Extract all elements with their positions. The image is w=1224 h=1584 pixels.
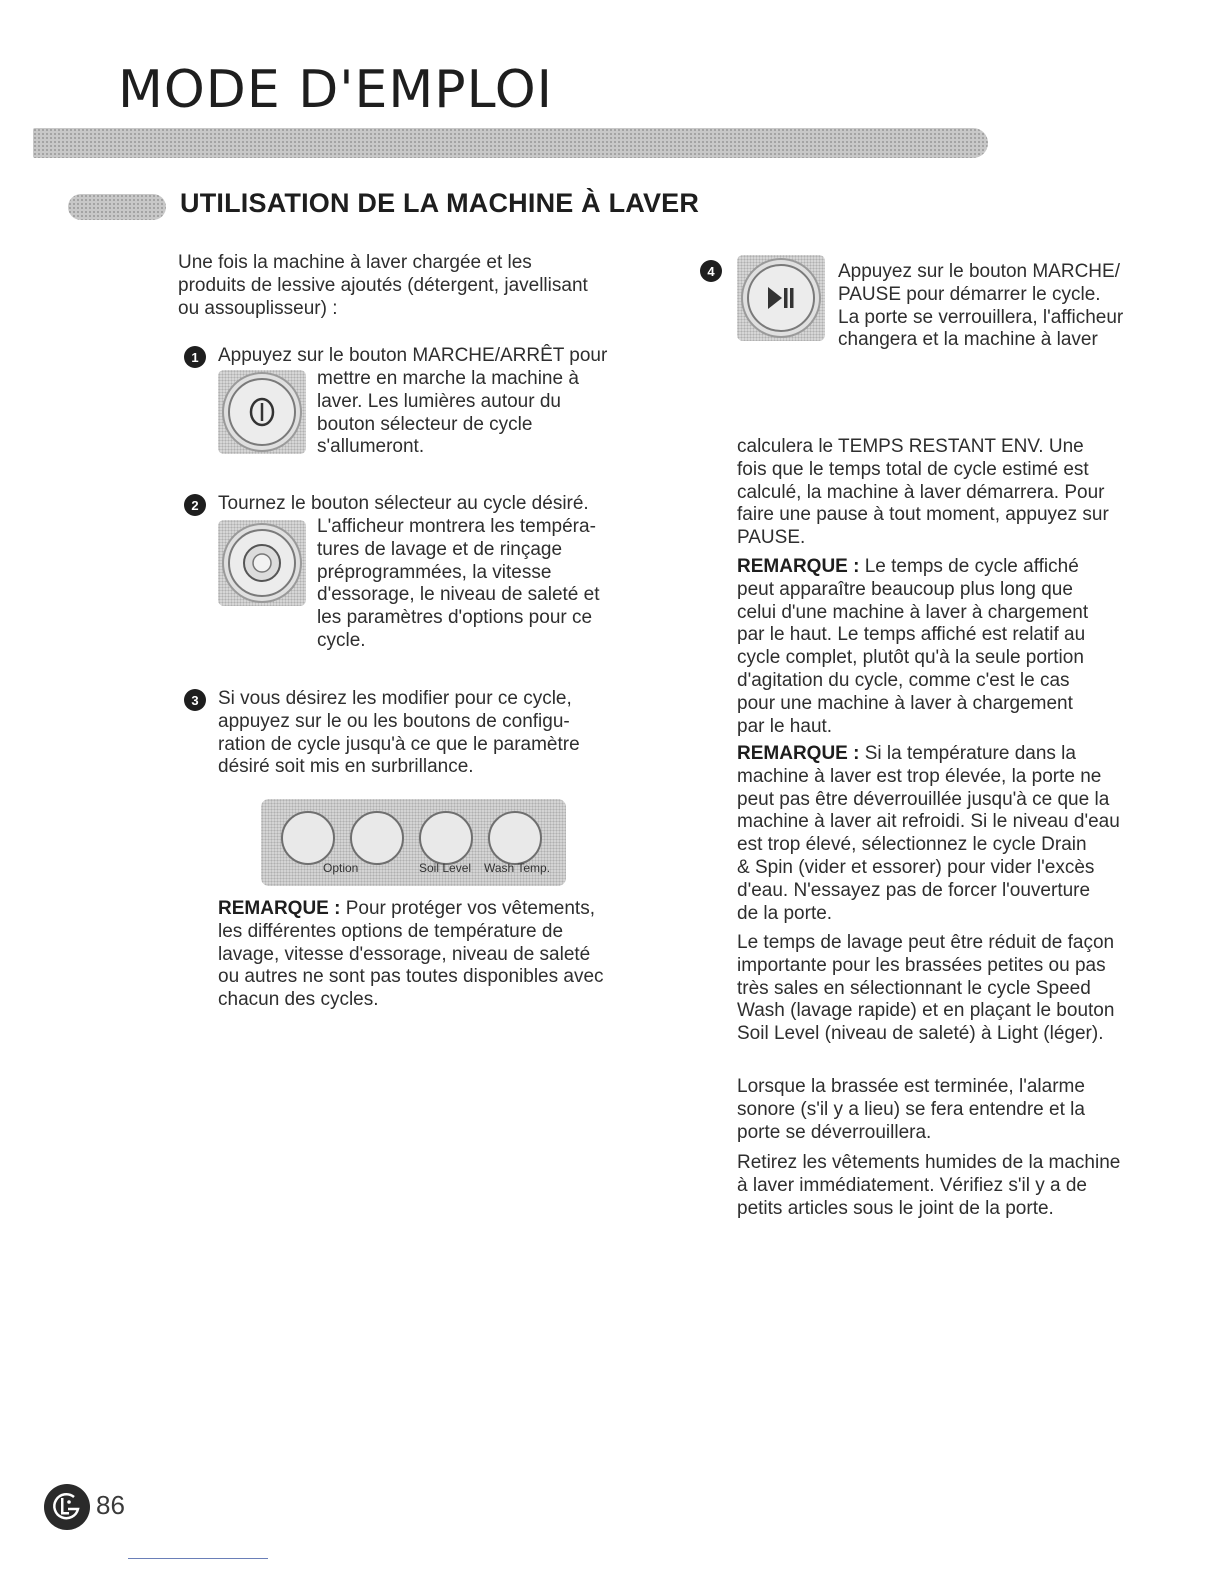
- note-label: REMARQUE :: [737, 556, 860, 577]
- lg-logo-icon: [44, 1484, 90, 1530]
- step-1-line: laver. Les lumières autour du: [317, 390, 561, 412]
- option-label: Option: [323, 861, 359, 875]
- play-pause-icon: [747, 264, 815, 332]
- note-line: est trop élevé, sélectionnez le cycle Drain: [737, 834, 1087, 856]
- section-decorative-pill: [68, 194, 166, 220]
- note-line: & Spin (vider et essorer) pour vider l'excès: [737, 856, 1095, 878]
- step-4-line: La porte se verrouillera, l'afficheur: [838, 306, 1124, 328]
- note-line: par le haut.: [737, 715, 833, 737]
- soil-level-button-icon: [419, 811, 473, 865]
- cycle-dial-icon: [228, 529, 296, 597]
- paragraph-line: petits articles sous le joint de la porte.: [737, 1197, 1054, 1219]
- step-4-line: fois que le temps total de cycle estimé est: [737, 458, 1089, 480]
- intro-line: Une fois la machine à laver chargée et les: [178, 252, 532, 273]
- power-button-image: [218, 370, 306, 454]
- step-1-line: mettre en marche la machine à: [317, 368, 579, 389]
- intro-paragraph: [178, 252, 588, 320]
- paragraph-line: sonore (s'il y a lieu) se fera entendre et la: [737, 1098, 1085, 1120]
- step-3-text: [218, 688, 580, 779]
- note-right-1: [737, 556, 1088, 738]
- note-line: pour une machine à laver à chargement: [737, 692, 1073, 714]
- note-line: Le temps de cycle affiché: [864, 556, 1079, 577]
- step-4-line: PAUSE.: [737, 527, 806, 549]
- step-2-line: tures de lavage et de rinçage: [317, 538, 563, 560]
- step-4-line: PAUSE pour démarrer le cycle.: [838, 283, 1101, 305]
- step-2-first-line: Tournez le bouton sélecteur au cycle désiré.: [218, 493, 589, 514]
- start-pause-button-image: [737, 255, 825, 341]
- paragraph-line: Soil Level (niveau de saleté) à Light (léger).: [737, 1023, 1104, 1045]
- step-4-line: faire une pause à tout moment, appuyez sur: [737, 504, 1109, 526]
- step-2-number: 2: [184, 494, 206, 516]
- page-title: MODE D'EMPLOI: [118, 60, 554, 120]
- intro-line: produits de lessive ajoutés (détergent, javellisant: [178, 274, 588, 296]
- paragraph-line: très sales en sélectionnant le cycle Speed: [737, 977, 1091, 999]
- step-2-line: cycle.: [317, 629, 366, 651]
- step-1-number: 1: [184, 346, 206, 368]
- section-title: UTILISATION DE LA MACHINE À LAVER: [180, 188, 700, 218]
- note-line: lavage, vitesse d'essorage, niveau de saleté: [218, 943, 591, 965]
- note-line: Pour protéger vos vêtements,: [345, 898, 595, 919]
- note-line: de la porte.: [737, 902, 833, 924]
- step-3-line: désiré soit mis en surbrillance.: [218, 756, 474, 778]
- note-line: d'eau. N'essayez pas de forcer l'ouverture: [737, 879, 1091, 901]
- step-2-text: [317, 516, 600, 653]
- note-line: les différentes options de température de: [218, 920, 564, 942]
- speed-wash-paragraph: [737, 932, 1114, 1046]
- step-1-line: s'allumeront.: [317, 436, 425, 458]
- paragraph-line: Wash (lavage rapide) et en plaçant le bouton: [737, 1000, 1115, 1022]
- remove-clothes-paragraph: [737, 1152, 1120, 1220]
- step-2-line: L'afficheur montrera les tempéra-: [317, 516, 596, 537]
- paragraph-line: Lorsque la brassée est terminée, l'alarme: [737, 1076, 1085, 1097]
- note-label: REMARQUE :: [737, 743, 860, 764]
- paragraph-line: à laver immédiatement. Vérifiez s'il y a de: [737, 1174, 1087, 1196]
- note-line: peut pas être déverrouillée jusqu'à ce que la: [737, 788, 1110, 810]
- option-button-icon: [350, 811, 404, 865]
- step-1-text: [317, 368, 579, 459]
- wash-temp-button-icon: [488, 811, 542, 865]
- page-number: 86: [96, 1490, 125, 1520]
- cycle-dial-image: [218, 520, 306, 606]
- step-4-line: Appuyez sur le bouton MARCHE/: [838, 261, 1120, 282]
- cycle-option-buttons-image: [261, 799, 566, 886]
- power-icon: [228, 378, 296, 446]
- step-2-line: préprogrammées, la vitesse: [317, 561, 552, 583]
- step-4-text-top: [838, 261, 1123, 352]
- note-line: par le haut. Le temps affiché est relatif au: [737, 624, 1086, 646]
- step-4-number: 4: [700, 260, 722, 282]
- note-line: celui d'une machine à laver à chargement: [737, 601, 1089, 623]
- step-4-text-bottom: [737, 436, 1109, 550]
- step-2-line: les paramètres d'options pour ce: [317, 607, 593, 629]
- step-3-line: Si vous désirez les modifier pour ce cycle,: [218, 688, 572, 709]
- note-right-2: [737, 743, 1120, 925]
- note-label: REMARQUE :: [218, 898, 341, 919]
- paragraph-line: importante pour les brassées petites ou pas: [737, 954, 1106, 976]
- step-3-line: ration de cycle jusqu'à ce que le paramètre: [218, 733, 580, 755]
- note-line: ou autres ne sont pas toutes disponibles avec: [218, 966, 604, 988]
- step-4-line: calculé, la machine à laver démarrera. Pour: [737, 481, 1105, 503]
- step-4-line: changera et la machine à laver: [838, 329, 1098, 351]
- note-line: chacun des cycles.: [218, 989, 379, 1011]
- step-3-number: 3: [184, 689, 206, 711]
- note-line: d'agitation du cycle, comme c'est le cas: [737, 669, 1070, 691]
- footer-divider: [128, 1558, 268, 1559]
- note-line: cycle complet, plutôt qu'à la seule portion: [737, 647, 1084, 669]
- note-left: [218, 898, 604, 1012]
- intro-line: ou assouplisseur) :: [178, 297, 338, 319]
- soil-level-label: Soil Level: [419, 861, 472, 875]
- note-line: machine à laver est trop élevée, la porte ne: [737, 765, 1102, 787]
- step-1-first-line: Appuyez sur le bouton MARCHE/ARRÊT pour: [218, 345, 608, 366]
- option-button-icon: [281, 811, 335, 865]
- wash-temp-label: Wash Temp.: [484, 861, 551, 875]
- paragraph-line: porte se déverrouillera.: [737, 1121, 932, 1143]
- note-line: peut apparaître beaucoup plus long que: [737, 578, 1073, 600]
- paragraph-line: Retirez les vêtements humides de la machine: [737, 1152, 1121, 1173]
- paragraph-line: Le temps de lavage peut être réduit de façon: [737, 932, 1115, 953]
- note-line: Si la température dans la: [864, 743, 1076, 764]
- title-decorative-bar: [33, 128, 988, 158]
- note-line: machine à laver ait refroidi. Si le niveau d'eau: [737, 811, 1120, 833]
- step-3-line: appuyez sur le ou les boutons de configu-: [218, 710, 570, 732]
- step-1-line: bouton sélecteur de cycle: [317, 413, 533, 435]
- end-of-cycle-paragraph: [737, 1076, 1085, 1144]
- step-4-line: calculera le TEMPS RESTANT ENV. Une: [737, 436, 1084, 457]
- step-2-line: d'essorage, le niveau de saleté et: [317, 584, 600, 606]
